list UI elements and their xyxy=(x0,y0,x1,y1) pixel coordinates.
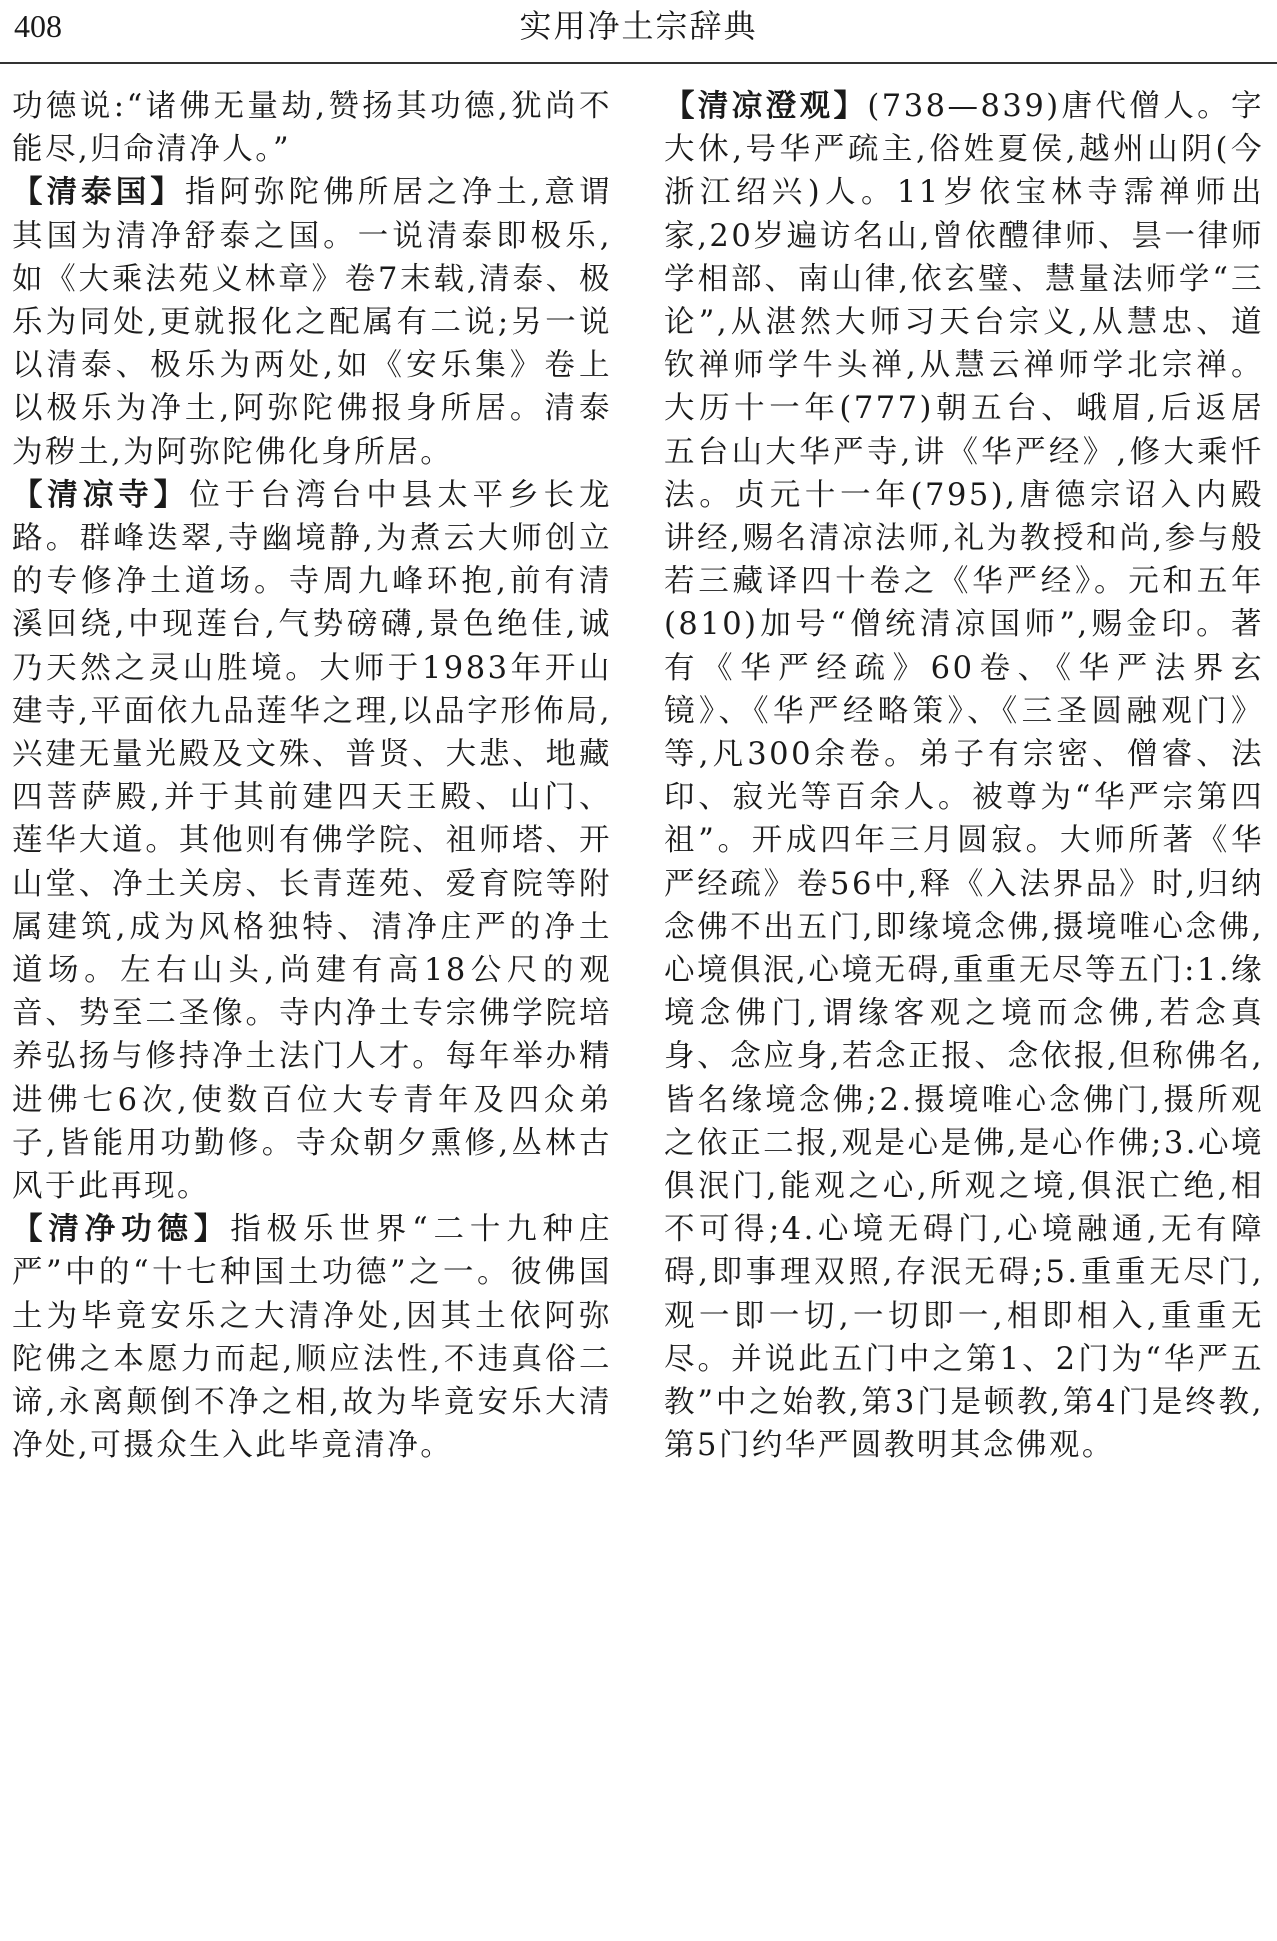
left-column xyxy=(12,85,612,1468)
entry-body: 功德说:“诸佛无量劫,赞扬其功德,犹尚不能尽,归命清净人。” xyxy=(12,89,612,168)
entry-head: 【清净功德】 xyxy=(12,1211,231,1248)
entry-head: 【清凉寺】 xyxy=(12,476,190,513)
entry-qingjing-gongde xyxy=(12,1208,612,1467)
entry-continuation xyxy=(12,85,612,171)
entry-qingliang-chengguan xyxy=(664,85,1264,1468)
page-number: 408 xyxy=(14,8,62,44)
entry-body: (738—839)唐代僧人。字大休,号华严疏主,俗姓夏侯,越州山阴(今浙江绍兴)人。11岁依宝林寺霈禅师出家,20岁遍访名山,曾依醴律师、昙一律师学相部、南山律,依玄璧、慧量法师学“三论”,从湛然大师习天台宗义,从慧忠、道钦禅师学牛头禅,从慧云禅师学北宗禅。大历十一年(777)朝五台、峨眉,后返居五台山大华严寺,讲《华严经》,修大乘忏法。贞元十一年(795),唐德宗诏入内殿讲经,赐名清凉法师,礼为教授和尚,参与般若三藏译四十卷之《华严经》。元和五年(810)加号“僧统清凉国师”,赐金印。著有《华严经疏》60卷、《华严法界玄镜》、《华严经略策》、《三圣圆融观门》等,凡300余卷。弟子有宗密、僧睿、法印、寂光等百余人。被尊为“华严宗第四祖”。开成四年三月圆寂。大师所著《华严经疏》卷56中,释《入法界品》时,归纳念佛不出五门,即缘境念佛,摄境唯心念佛,心境俱泯,心境无碍,重重无尽等五门:1.缘境念佛门,谓缘客观之境而念佛,若念真身、念应身,若念正报、念依报,但称佛名,皆名缘境念佛;2.摄境唯心念佛门,摄所观之依正二报,观是心是佛,是心作佛;3.心境俱泯门,能观之心,所观之境,俱泯亡绝,相不可得;4.心境无碍门,心境融通,无有障碍,即事理双照,存泯无碍;5.重重无尽门,观一即一切,一切即一,相即相入,重重无尽。并说此五门中之第1、2门为“华严五教”中之始教,第3门是顿教,第4门是终教,第5门约华严圆教明其念佛观。 xyxy=(664,89,1265,1464)
entry-body: 指极乐世界“二十九种庄严”中的“十七种国土功德”之一。彼佛国土为毕竟安乐之大清净处,因其土依阿弥陀佛之本愿力而起,顺应法性,不违真俗二谛,永离颠倒不净之相,故为毕竟安乐大清净处,可摄众生入此毕竟清净。 xyxy=(12,1212,613,1464)
running-title: 实用净土宗辞典 xyxy=(519,7,758,45)
entry-body: 位于台湾台中县太平乡长龙路。群峰迭翠,寺幽境静,为煮云大师创立的专修净土道场。寺周九峰环抱,前有清溪回绕,中现莲台,气势磅礴,景色绝佳,诚乃天然之灵山胜境。大师于1983年开山建寺,平面依九品莲华之理,以品字形佈局,兴建无量光殿及文殊、普贤、大悲、地藏四菩萨殿,并于其前建四天王殿、山门、莲华大道。其他则有佛学院、祖师塔、开山堂、净土关房、长青莲苑、爱育院等附属建筑,成为风格独特、清净庄严的净土道场。左右山头,尚建有高18公尺的观音、势至二圣像。寺内净土专宗佛学院培养弘扬与修持净土法门人才。每年举办精进佛七6次,使数百位大专青年及四众弟子,皆能用功勤修。寺众朝夕熏修,丛林古风于此再现。 xyxy=(12,477,612,1205)
entry-head: 【清凉澄观】 xyxy=(664,88,868,124)
header-rule xyxy=(0,62,1277,64)
entry-qingliang-si xyxy=(12,474,612,1208)
entry-qingtai-guo xyxy=(12,171,612,473)
entry-head: 【清泰国】 xyxy=(12,174,185,211)
right-column xyxy=(664,85,1264,1468)
entry-body: 指阿弥陀佛所居之净土,意谓其国为清净舒泰之国。一说清泰即极乐,如《大乘法苑义林章》卷7末载,清泰、极乐为同处,更就报化之配属有二说;另一说以清泰、极乐为两处,如《安乐集》卷上以极乐为净土,阿弥陀佛报身所居。清泰为秽土,为阿弥陀佛化身所居。 xyxy=(12,175,613,470)
